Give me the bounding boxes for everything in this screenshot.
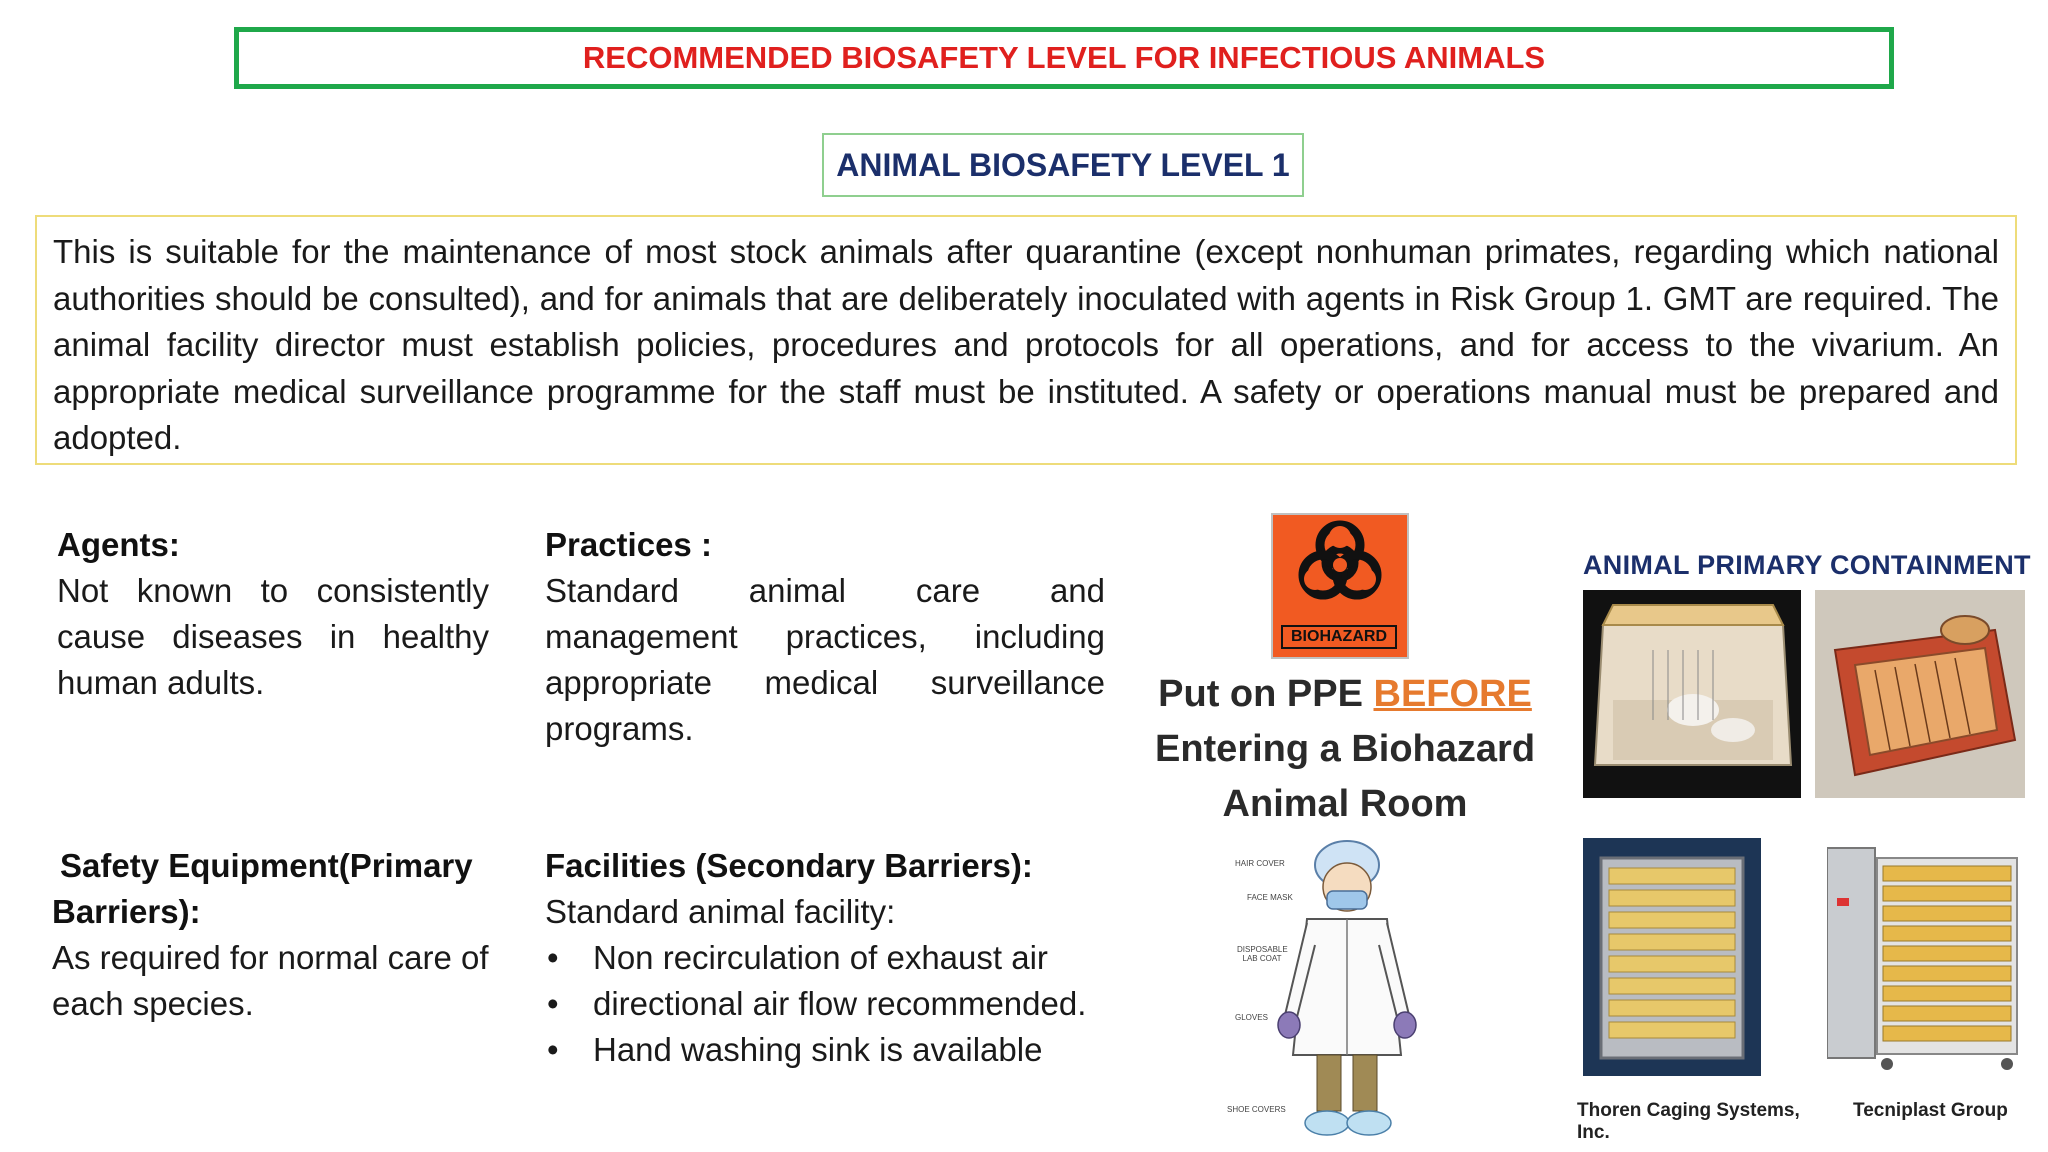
practices-section	[545, 522, 1105, 752]
safety-text: As required for normal care of each species.	[52, 939, 489, 1022]
ppe-line1: Put on PPE	[1158, 673, 1374, 715]
red-cage-image	[1815, 590, 2025, 798]
containment-title: ANIMAL PRIMARY CONTAINMENT	[1583, 550, 2031, 580]
cage-rack-image	[1583, 838, 1761, 1076]
ppe-label: FACE MASK	[1247, 893, 1293, 902]
ppe-label: GLOVES	[1235, 1013, 1268, 1022]
practices-heading: Practices :	[545, 526, 712, 563]
rack-photo-1	[1583, 838, 1761, 1076]
safety-heading: Safety Equipment(Primary Barriers):	[52, 847, 473, 930]
biohazard-sign	[1271, 513, 1409, 659]
list-item: • Non recirculation of exhaust air	[547, 939, 1048, 976]
ppe-figure	[1215, 835, 1445, 1145]
facilities-subheading: Standard animal facility:	[545, 893, 896, 930]
agents-section	[57, 522, 489, 706]
safety-section	[52, 843, 492, 1027]
biohazard-label: BIOHAZARD	[1281, 625, 1397, 649]
agents-heading: Agents:	[57, 526, 180, 563]
page-title: RECOMMENDED BIOSAFETY LEVEL FOR INFECTIOUS ANIMALS	[234, 27, 1894, 89]
facilities-list	[545, 935, 1105, 1073]
cage-photo-2	[1815, 590, 2025, 798]
ppe-label: SHOE COVERS	[1227, 1105, 1286, 1114]
facilities-section	[545, 843, 1105, 1073]
caption-thoren: Thoren Caging Systems, Inc.	[1577, 1100, 1800, 1143]
level-heading: ANIMAL BIOSAFETY LEVEL 1	[822, 133, 1304, 197]
ppe-line3: Animal Room	[1222, 783, 1468, 825]
cage-photo-1	[1583, 590, 1801, 798]
list-item: • Hand washing sink is available	[547, 1031, 1043, 1068]
ppe-label: DISPOSABLE LAB COAT	[1237, 945, 1288, 963]
list-item: • directional air flow recommended.	[547, 985, 1087, 1022]
ppe-label: HAIR COVER	[1235, 859, 1285, 868]
facilities-heading: Facilities (Secondary Barriers):	[545, 847, 1033, 884]
rack-photo-2	[1827, 838, 2025, 1076]
intro-paragraph: This is suitable for the maintenance of most stock animals after quarantine (except nonhuman primates, regarding which national authorities should be consulted), and for animals that are deliberately inoculated with agents in Risk Group 1. GMT are required. The animal facility director must establish policies, procedures and protocols for all operations, and for access to the vivarium. An appropriate medical surveillance programme for the staff must be instituted. A safety or operations manual must be prepared and adopted.	[35, 215, 2017, 465]
agents-text: Not known to consistently cause diseases in healthy human adults.	[57, 572, 489, 701]
caption-tecniplast: Tecniplast Group	[1853, 1100, 2008, 1121]
ventilated-rack-image	[1827, 838, 2025, 1076]
ppe-sign-text	[1130, 667, 1560, 832]
lab-worker-illustration	[1215, 835, 1445, 1145]
isolator-cage-image	[1583, 590, 1801, 798]
practices-text: Standard animal care and management practices, including appropriate medical surveillance programs.	[545, 572, 1105, 747]
ppe-line2: Entering a Biohazard	[1154, 728, 1536, 770]
ppe-before-emphasis: BEFORE	[1373, 673, 1532, 715]
